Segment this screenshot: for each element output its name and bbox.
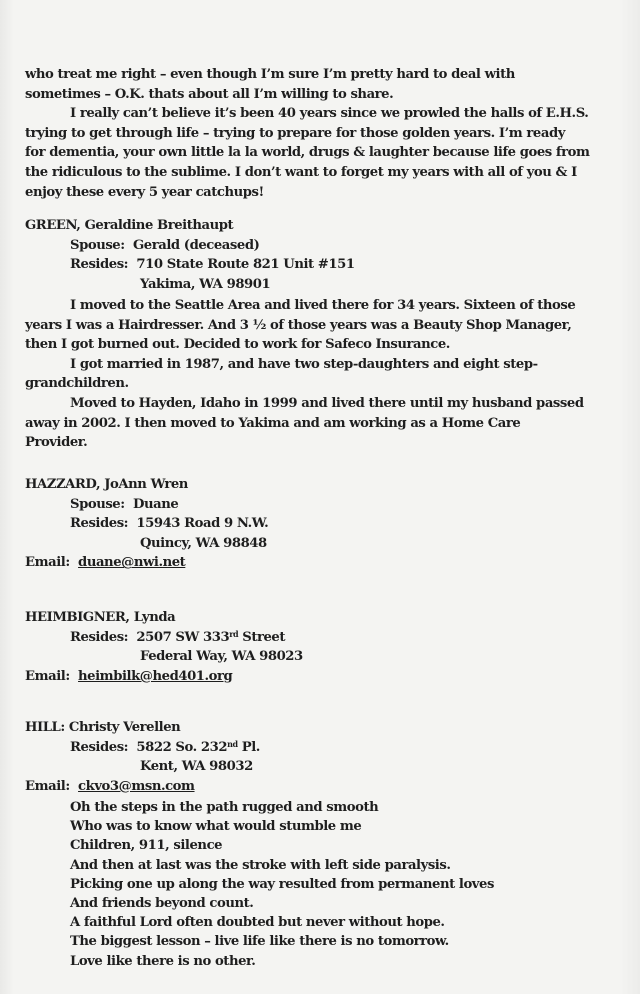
intro-line: I really can’t believe it’s been 40 years since we prowled the halls of E.H.S. — [70, 106, 589, 122]
poem-line: The biggest lesson – live life like there is no tomorrow. — [70, 934, 449, 950]
address-number: 5822 So. 232 — [136, 739, 228, 755]
ordinal-suffix: rd — [229, 628, 239, 639]
spouse-value: Gerald (deceased) — [132, 237, 260, 253]
story-line: I got married in 1987, and have two step-daughters and eight step- — [70, 356, 538, 372]
intro-line: enjoy these every 5 year catchups! — [25, 184, 264, 200]
resides-row — [25, 514, 268, 534]
email-row — [25, 777, 260, 797]
email-link[interactable]: duane@nwi.net — [78, 555, 186, 571]
spouse-value: Duane — [132, 496, 179, 512]
poem-line: Love like there is no other. — [70, 953, 256, 969]
email-label: Email: — [25, 668, 70, 684]
resides-row — [25, 628, 303, 648]
poem-line: A faithful Lord often doubted but never without hope. — [70, 915, 445, 931]
intro-paragraph — [25, 65, 590, 202]
poem-line: Oh the steps in the path rugged and smooth — [70, 800, 379, 815]
address-number: 2507 SW 333 — [136, 629, 230, 645]
spouse-row — [25, 236, 355, 256]
entry-hazzard — [25, 475, 268, 573]
resides-row — [25, 738, 260, 758]
green-story — [25, 296, 584, 453]
email-link[interactable]: heimbilk@hed401.org — [78, 668, 233, 684]
story-line: Provider. — [25, 435, 88, 451]
story-line: I moved to the Seattle Area and lived there for 34 years. Sixteen of those — [70, 298, 576, 313]
intro-line: sometimes – O.K. thats about all I’m willing to share. — [25, 86, 394, 102]
email-label: Email: — [25, 778, 70, 794]
entry-heimbigner — [25, 608, 303, 686]
entry-name: HAZZARD, JoAnn Wren — [25, 477, 188, 492]
poem-line: Who was to know what would stumble me — [70, 819, 362, 835]
story-line: years I was a Hairdresser. And 3 ½ of those years was a Beauty Shop Manager, — [25, 317, 572, 333]
address-line-2: Kent, WA 98032 — [140, 759, 253, 775]
address-line-2: Yakima, WA 98901 — [140, 276, 271, 292]
ordinal-suffix: nd — [227, 738, 238, 749]
entry-green — [25, 216, 355, 294]
entry-hill — [25, 718, 260, 796]
intro-line: trying to get through life – trying to prepare for those golden years. I’m ready — [25, 125, 565, 141]
address-line-1 — [136, 630, 285, 645]
resides-label: Resides: — [70, 629, 129, 645]
resides-label: Resides: — [70, 739, 129, 755]
email-label: Email: — [25, 555, 70, 571]
address-street: Pl. — [237, 739, 260, 755]
spouse-label: Spouse: — [70, 496, 125, 512]
entry-name: HEIMBIGNER, Lynda — [25, 610, 176, 625]
poem-line: And then at last was the stroke with left side paralysis. — [70, 857, 451, 873]
email-link[interactable]: ckvo3@msn.com — [78, 778, 195, 794]
intro-line: for dementia, your own little la la world, drugs & laughter because life goes from — [25, 145, 590, 161]
poem-line: Children, 911, silence — [70, 838, 223, 854]
poem-line: Picking one up along the way resulted from permanent loves — [70, 876, 494, 892]
address-line-2: Federal Way, WA 98023 — [140, 649, 303, 665]
spouse-row — [25, 495, 268, 515]
story-line: grandchildren. — [25, 376, 129, 392]
story-line: Moved to Hayden, Idaho in 1999 and lived there until my husband passed — [70, 395, 584, 411]
story-line: then I got burned out. Decided to work for Safeco Insurance. — [25, 337, 450, 353]
intro-line: the ridiculous to the sublime. I don’t want to forget my years with all of you & I — [25, 164, 577, 180]
resides-label: Resides: — [70, 257, 129, 273]
story-line: away in 2002. I then moved to Yakima and am working as a Home Care — [25, 415, 521, 431]
address-line-2: Quincy, WA 98848 — [140, 535, 267, 551]
address-line-1: 15943 Road 9 N.W. — [136, 516, 269, 532]
resides-row — [25, 255, 355, 275]
address-line-1 — [136, 740, 260, 755]
address-line-1: 710 State Route 821 Unit #151 — [136, 257, 355, 273]
email-row — [25, 667, 303, 687]
hill-poem — [25, 798, 494, 971]
poem-line: And friends beyond count. — [70, 895, 254, 911]
intro-line: who treat me right – even though I’m sure I’m pretty hard to deal with — [25, 67, 515, 82]
spouse-label: Spouse: — [70, 237, 125, 253]
address-street: Street — [238, 629, 286, 645]
entry-name: GREEN, Geraldine Breithaupt — [25, 218, 234, 233]
entry-name: HILL: Christy Verellen — [25, 720, 181, 735]
resides-label: Resides: — [70, 516, 129, 532]
email-row — [25, 553, 268, 573]
